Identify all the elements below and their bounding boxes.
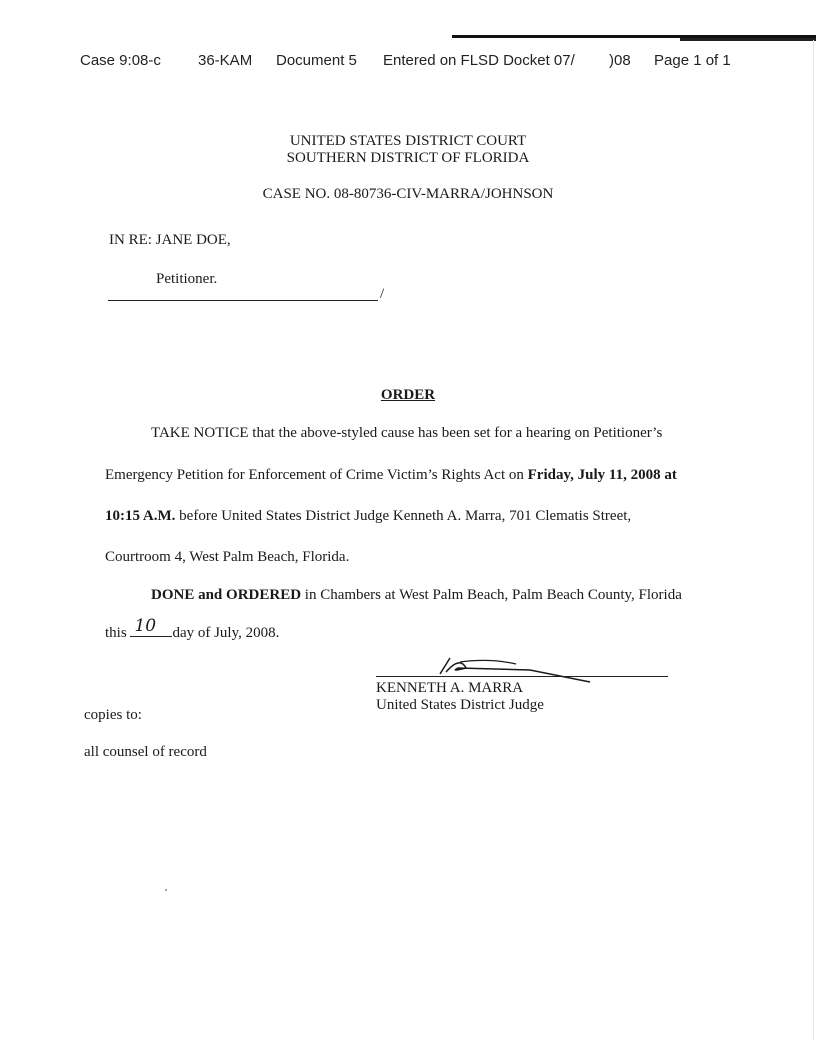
date-prefix: this (105, 625, 127, 641)
date-suffix: day of July, 2008. (172, 625, 280, 641)
hearing-date: Friday, July 11, 2008 at (527, 467, 677, 483)
caption-slash: / (380, 286, 385, 302)
judge-title: United States District Judge (376, 697, 544, 713)
handwritten-day: 10 (134, 616, 157, 636)
order-text: Emergency Petition for Enforcement of Crime Victim’s Rights Act on (105, 467, 528, 483)
header-case: Case 9:08-c (80, 52, 161, 69)
header-page: Page 1 of 1 (654, 52, 731, 69)
copies-label: copies to: (84, 707, 142, 723)
scan-speck (165, 889, 167, 891)
order-paragraph-line-2 (105, 467, 677, 484)
copies-recipient: all counsel of record (84, 744, 207, 760)
date-line (105, 616, 280, 642)
order-text: before United States District Judge Kenneth A. Marra, 701 Clematis Street, (175, 508, 632, 524)
order-paragraph-line-4: Courtroom 4, West Palm Beach, Florida. (105, 549, 350, 565)
case-number: CASE NO. 08-80736-CIV-MARRA/JOHNSON (262, 186, 554, 202)
header-document: Document 5 (276, 52, 357, 69)
header-entered: Entered on FLSD Docket 07/ (383, 52, 575, 69)
order-paragraph-line-1: TAKE NOTICE that the above-styled cause has been set for a hearing on Petitioner’s (151, 425, 663, 441)
signature-rule (376, 676, 668, 677)
done-ordered-label: DONE and ORDERED (151, 587, 302, 603)
done-ordered-line (151, 587, 682, 604)
header-case-suffix: 36-KAM (198, 52, 253, 69)
judge-name: KENNETH A. MARRA (376, 680, 524, 696)
caption-party: Petitioner. (156, 271, 218, 287)
hearing-time: 10:15 A.M. (105, 508, 176, 524)
court-district: SOUTHERN DISTRICT OF FLORIDA (286, 150, 530, 166)
order-paragraph-line-3 (105, 508, 631, 525)
done-ordered-text: in Chambers at West Palm Beach, Palm Beach County, Florida (301, 587, 682, 603)
caption-in-re: IN RE: JANE DOE, (109, 232, 231, 248)
header-year: )08 (609, 52, 631, 69)
day-blank (130, 616, 172, 637)
judge-signature (420, 650, 600, 684)
scan-artifact-top-bar-thick (680, 38, 816, 41)
court-name: UNITED STATES DISTRICT COURT (289, 133, 527, 149)
order-title: ORDER (380, 387, 436, 403)
caption-rule (108, 300, 378, 301)
